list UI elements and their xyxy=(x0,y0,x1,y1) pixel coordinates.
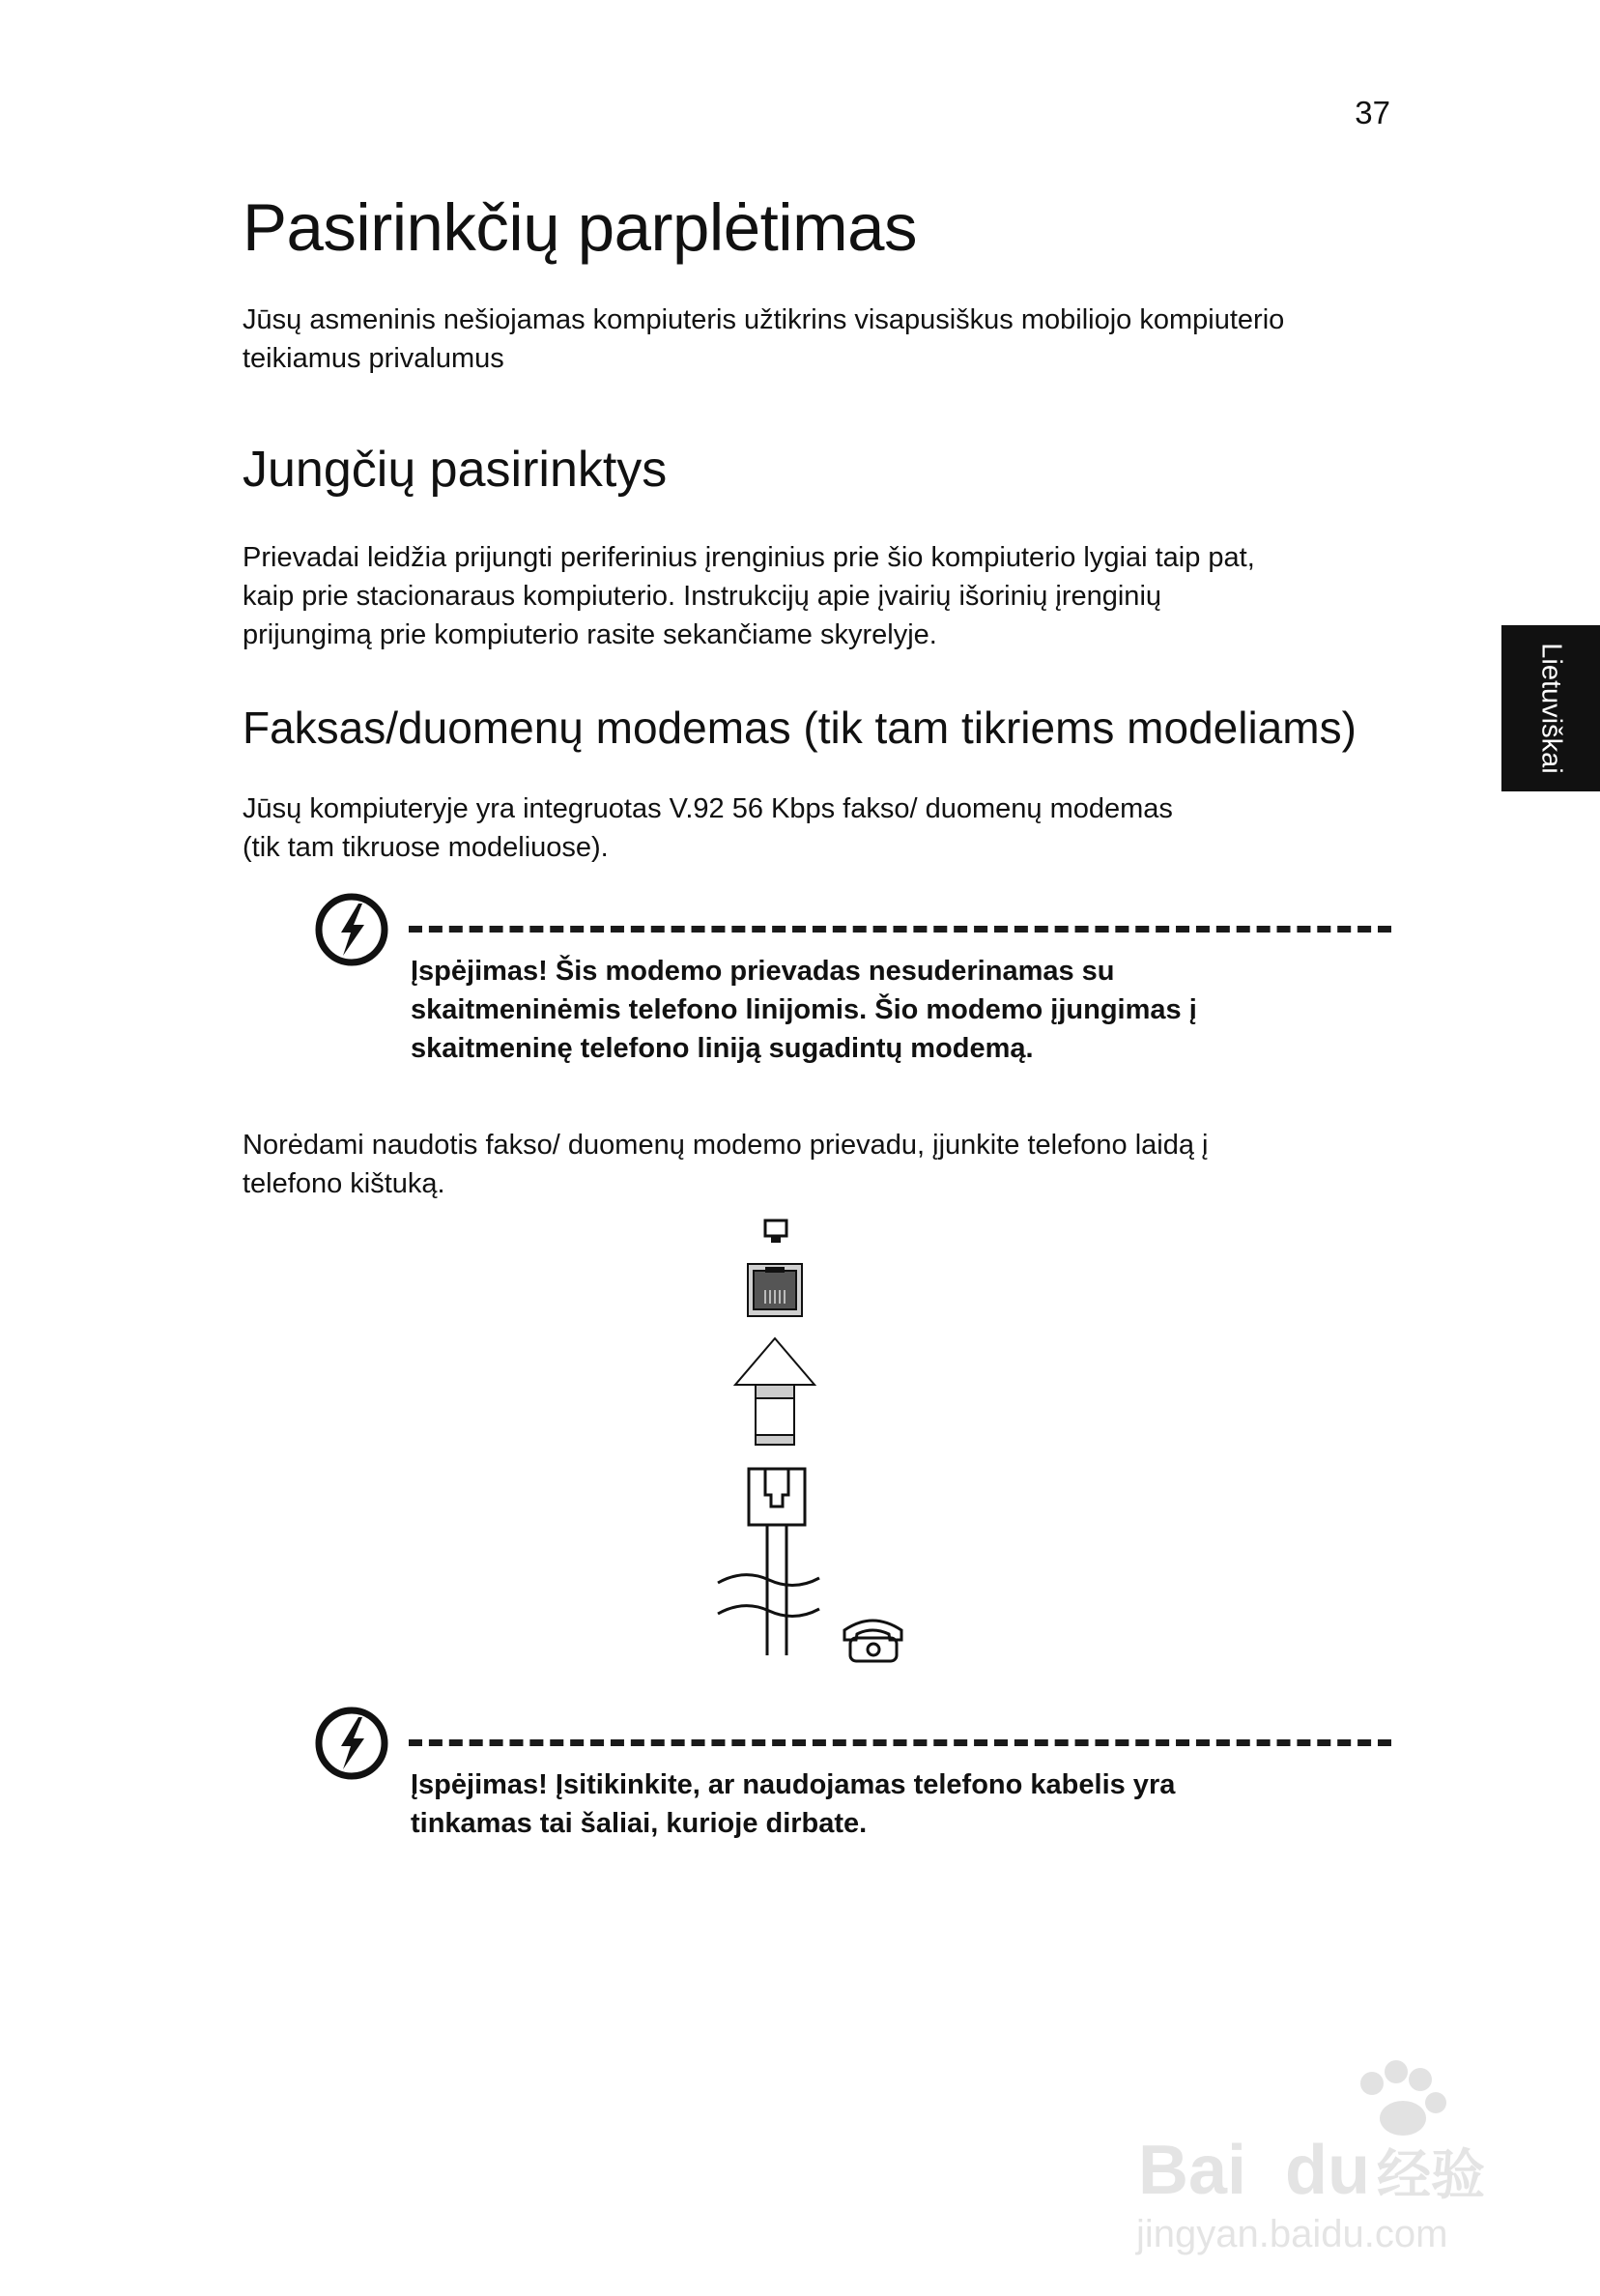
rj11-plug-icon xyxy=(718,1469,819,1655)
warning-line: skaitmeninę telefono liniją sugadintų modemą. xyxy=(411,1033,1034,1064)
usage-line: telefono kištuką. xyxy=(243,1168,445,1199)
intro-line: Jūsų asmeninis nešiojamas kompiuteris užtikrins visapusiškus mobiliojo kompiuterio xyxy=(243,304,1285,335)
dotted-separator xyxy=(409,926,1391,933)
intro-paragraph xyxy=(243,301,1402,378)
page-number: 37 xyxy=(1355,95,1390,130)
up-arrow-icon xyxy=(735,1338,814,1445)
language-label: Lietuviškai xyxy=(1535,643,1567,774)
usage-paragraph xyxy=(243,1126,1402,1203)
subsection-line: Jūsų kompiuteryje yra integruotas V.92 56 Kbps fakso/ duomenų modemas xyxy=(243,793,1173,824)
intro-line: teikiamus privalumus xyxy=(243,343,504,374)
section-line: kaip prie stacionaraus kompiuterio. Instrukcijų apie įvairių išorinių įrenginių xyxy=(243,581,1162,612)
phone-jack-symbol-icon xyxy=(765,1220,786,1243)
warning-line: Įspėjimas! Šis modemo prievadas nesuderinamas su xyxy=(411,956,1115,987)
warning-lightning-icon xyxy=(314,892,389,967)
watermark-label: 经验 xyxy=(1377,2144,1485,2207)
language-side-tab xyxy=(1501,625,1600,791)
watermark-url: jingyan.baidu.com xyxy=(1136,2213,1448,2255)
modem-connection-diagram xyxy=(715,1213,918,1672)
baidu-watermark xyxy=(1130,2049,1507,2261)
section-line: Prievadai leidžia prijungti periferinius įrenginius prie šio kompiuterio lygiai taip pat, xyxy=(243,542,1255,573)
section-line: prijungimą prie kompiuterio rasite sekančiame skyrelyje. xyxy=(243,619,937,650)
usage-line: Norėdami naudotis fakso/ duomenų modemo prievadu, įjunkite telefono laidą į xyxy=(243,1130,1209,1161)
section-paragraph xyxy=(243,538,1402,654)
subsection-paragraph xyxy=(243,789,1402,867)
warning-text xyxy=(411,952,1197,1068)
warning-line: tinkamas tai šaliai, kurioje dirbate. xyxy=(411,1808,868,1839)
watermark-brand-suffix: du xyxy=(1285,2132,1370,2209)
subsection-line: (tik tam tikruose modeliuose). xyxy=(243,832,609,863)
page-title: Pasirinkčių parplėtimas xyxy=(243,190,917,265)
section-title: Jungčių pasirinktys xyxy=(243,442,668,498)
telephone-icon xyxy=(844,1621,901,1661)
rj11-port-icon xyxy=(748,1264,802,1316)
paw-icon xyxy=(1360,2060,1446,2136)
watermark-brand: Bai xyxy=(1138,2132,1247,2209)
warning-line: Įspėjimas! Įsitikinkite, ar naudojamas telefono kabelis yra xyxy=(411,1769,1176,1800)
warning-line: skaitmeninėmis telefono linijomis. Šio modemo įjungimas į xyxy=(411,994,1197,1025)
dotted-separator xyxy=(409,1739,1391,1746)
subsection-title: Faksas/duomenų modemas (tik tam tikriems modeliams) xyxy=(243,703,1357,753)
warning-text xyxy=(411,1765,1175,1843)
warning-lightning-icon xyxy=(314,1706,389,1781)
